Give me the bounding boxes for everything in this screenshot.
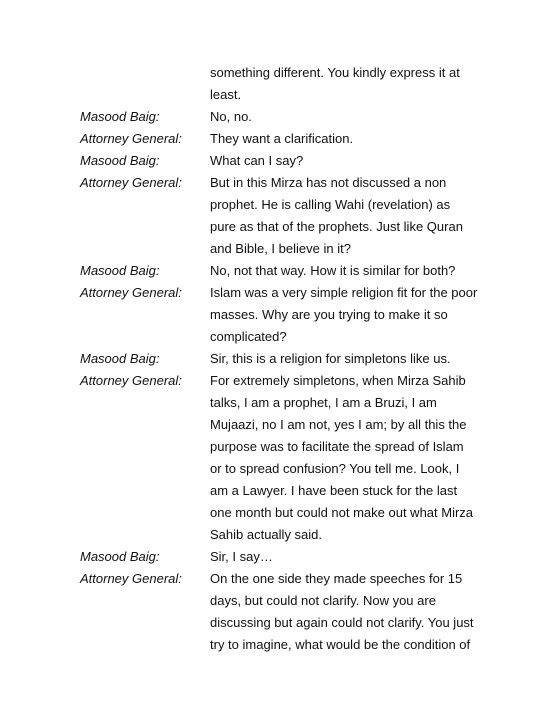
dialogue-text: days, but could not clarify. Now you are <box>210 593 436 608</box>
dialogue-text: purpose was to facilitate the spread of Islam <box>210 439 464 454</box>
dialogue-text: No, no. <box>210 109 252 124</box>
dialogue-text: No, not that way. How it is similar for both? <box>210 263 456 278</box>
dialogue-text: pure as that of the prophets. Just like Quran <box>210 219 463 234</box>
dialogue-text: or to spread confusion? You tell me. Look, I <box>210 461 460 476</box>
dialogue-text: For extremely simpletons, when Mirza Sahib <box>210 373 466 388</box>
dialogue-text: try to imagine, what would be the condition of <box>210 637 471 652</box>
dialogue-text: least. <box>210 87 242 102</box>
dialogue-text: and Bible, I believe in it? <box>210 241 351 256</box>
dialogue-text: talks, I am a prophet, I am a Bruzi, I am <box>210 395 437 410</box>
dialogue-text: one month but could not make out what Mirza <box>210 505 474 520</box>
speaker-label: Masood Baig: <box>80 153 160 168</box>
speaker-label: Attorney General: <box>80 131 182 146</box>
dialogue-text: Sahib actually said. <box>210 527 323 542</box>
dialogue-text: something different. You kindly express it at <box>210 65 460 80</box>
dialogue-text: masses. Why are you trying to make it so <box>210 307 448 322</box>
dialogue-text: am a Lawyer. I have been stuck for the last <box>210 483 458 498</box>
speaker-label: Attorney General: <box>80 285 182 300</box>
speaker-label: Attorney General: <box>80 175 182 190</box>
speaker-label: Masood Baig: <box>80 263 160 278</box>
dialogue-text: On the one side they made speeches for 15 <box>210 571 463 586</box>
speaker-label: Masood Baig: <box>80 549 160 564</box>
speaker-label: Masood Baig: <box>80 351 160 366</box>
dialogue-text: They want a clarification. <box>210 131 354 146</box>
dialogue-text: What can I say? <box>210 153 304 168</box>
dialogue-text: Sir, this is a religion for simpletons like us. <box>210 351 451 366</box>
dialogue-text: Islam was a very simple religion fit for the poor <box>210 285 478 300</box>
dialogue-text: prophet. He is calling Wahi (revelation) as <box>210 197 451 212</box>
dialogue-text: complicated? <box>210 329 287 344</box>
dialogue-text: Sir, I say… <box>210 549 273 564</box>
dialogue-text: discussing but again could not clarify. You just <box>210 615 474 630</box>
dialogue-text: But in this Mirza has not discussed a non <box>210 175 447 190</box>
dialogue-text: Mujaazi, no I am not, yes I am; by all this the <box>210 417 467 432</box>
speaker-label: Attorney General: <box>80 571 182 586</box>
speaker-label: Masood Baig: <box>80 109 160 124</box>
speaker-label: Attorney General: <box>80 373 182 388</box>
